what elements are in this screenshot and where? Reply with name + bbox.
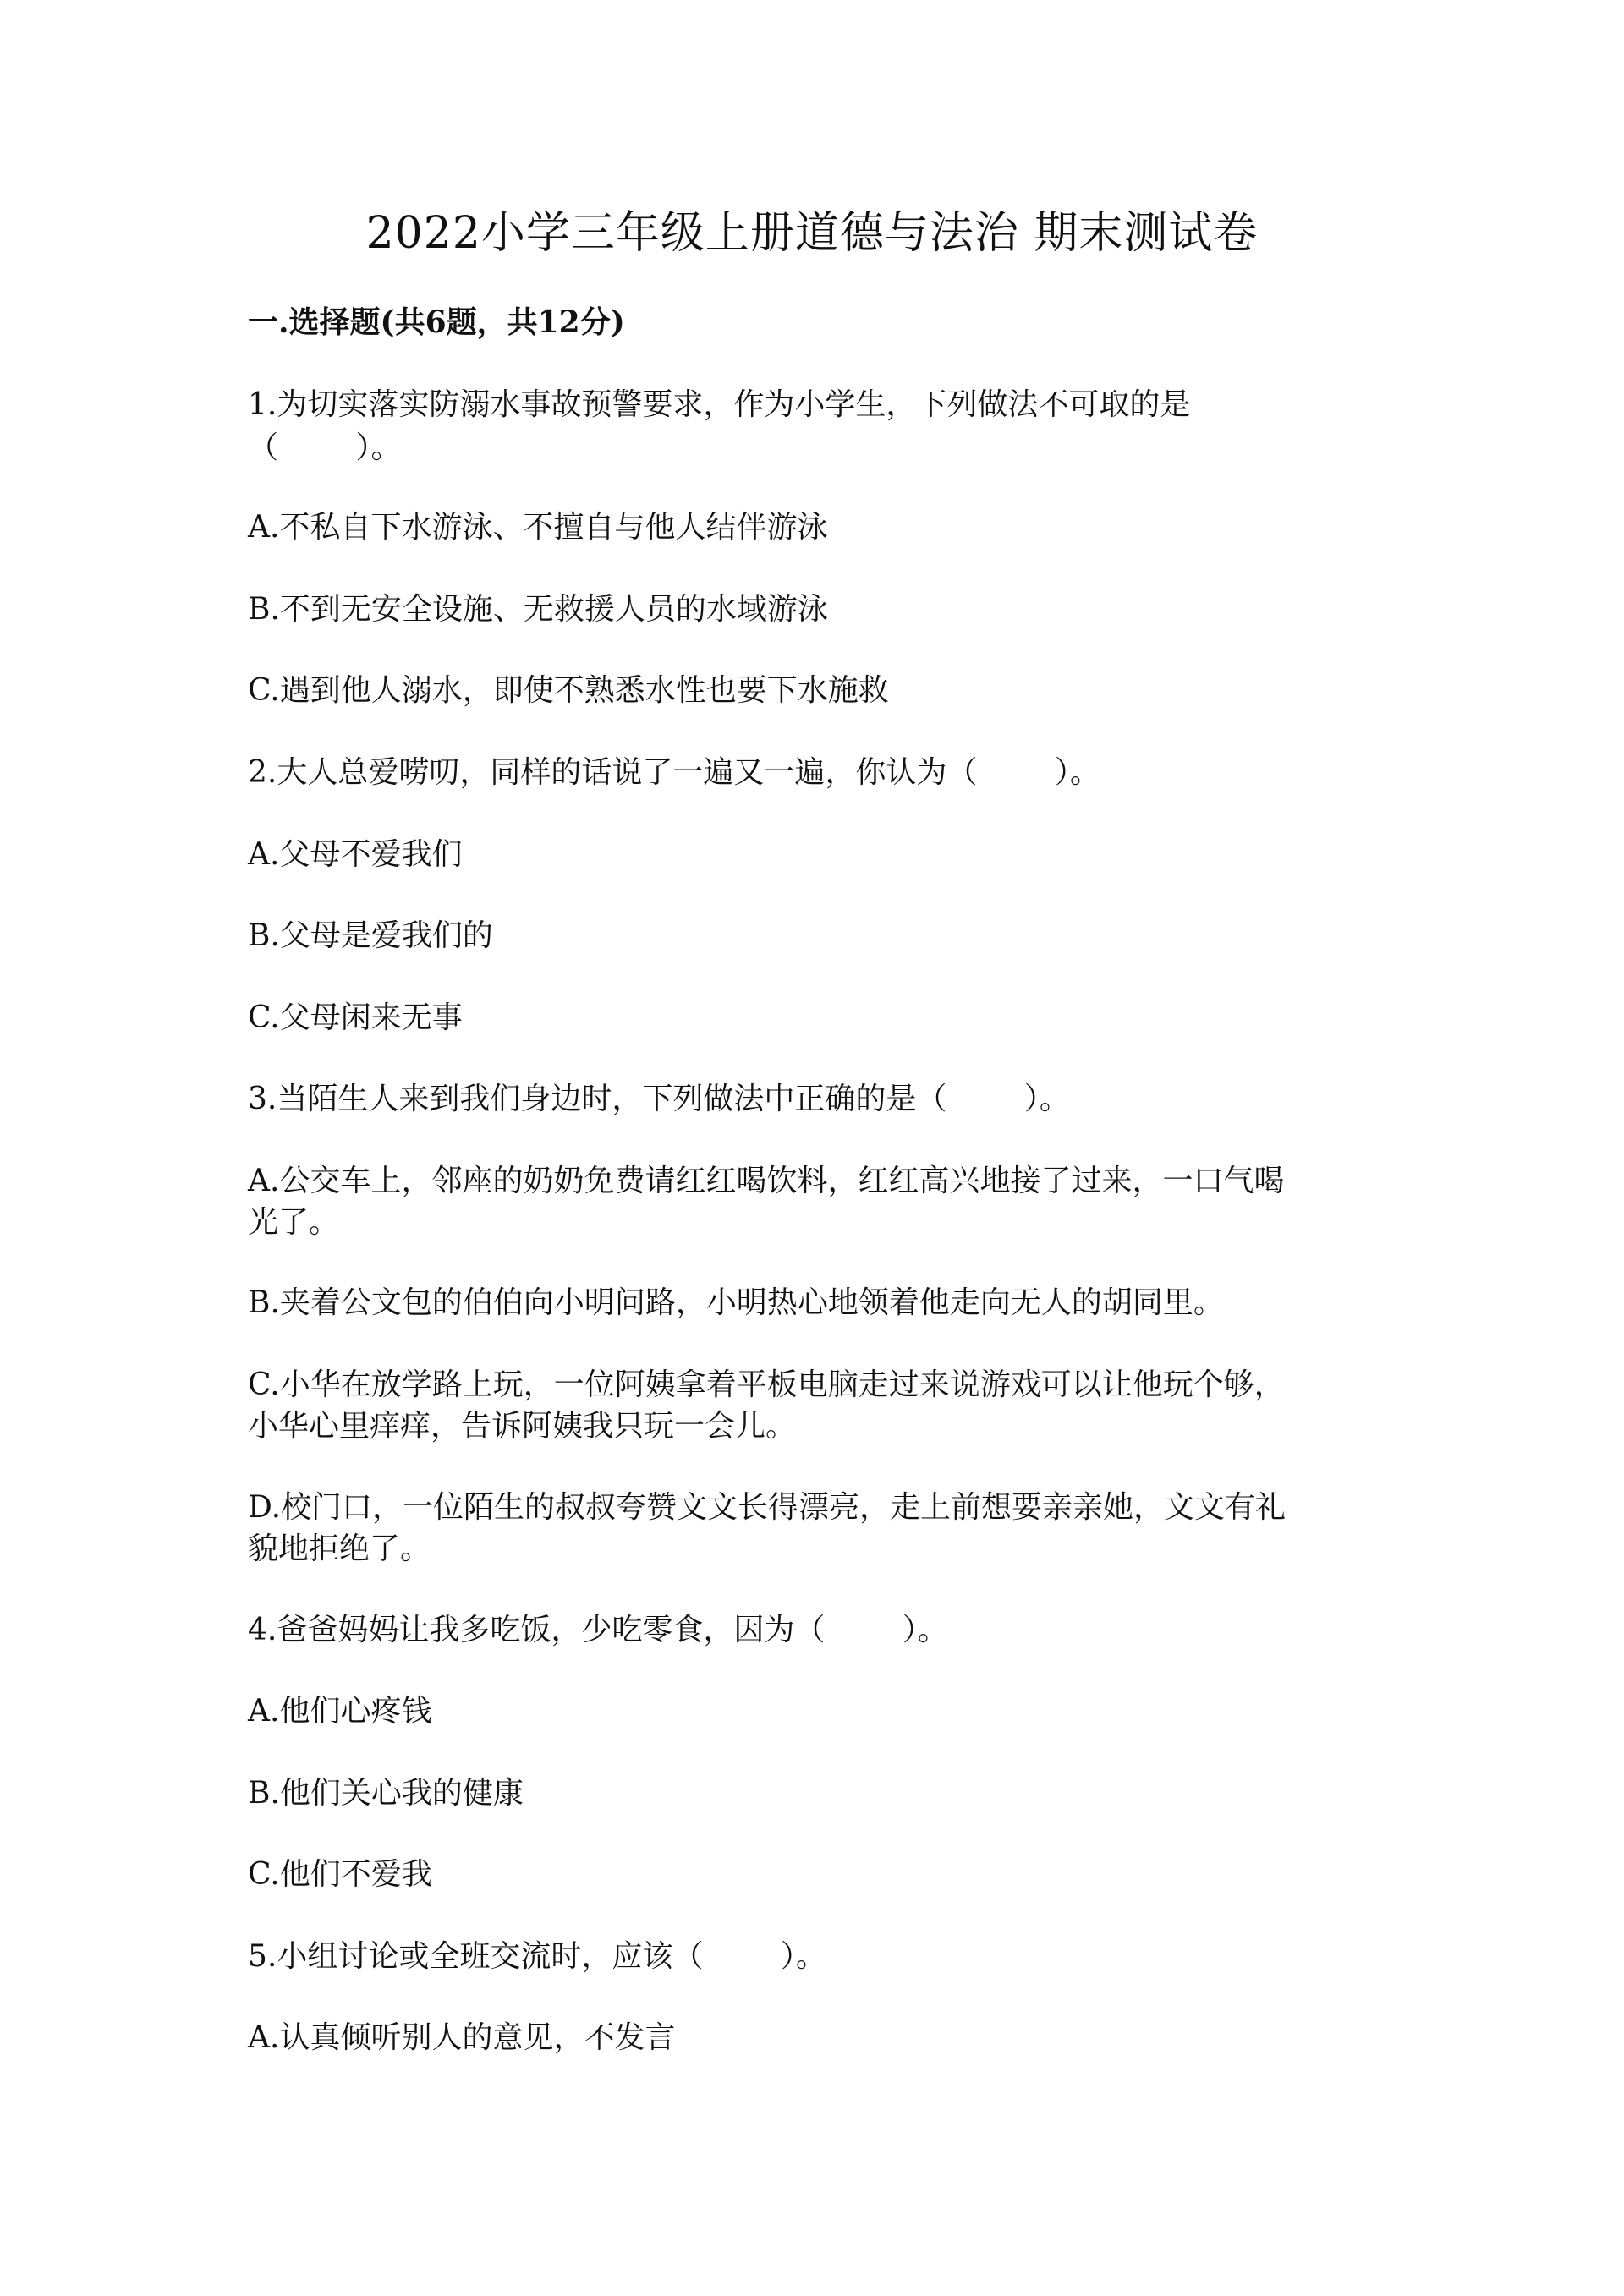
- question-1-option-c: C.遇到他人溺水，即使不熟悉水性也要下水施救: [248, 673, 889, 708]
- page-title: 2022小学三年级上册道德与法治 期末测试卷: [365, 208, 1259, 259]
- question-1-option-a: A.不私自下水游泳、不擅自与他人结伴游泳: [248, 510, 828, 545]
- question-2-option-a: A.父母不爱我们: [248, 837, 463, 872]
- question-5-option-a: A.认真倾听别人的意见，不发言: [248, 2020, 676, 2055]
- question-3-option-c-line-2: 小华心里痒痒，告诉阿姨我只玩一会儿。: [248, 1409, 797, 1444]
- question-2-option-c: C.父母闲来无事: [248, 1000, 463, 1035]
- question-2-option-b: B.父母是爱我们的: [248, 918, 493, 953]
- section-heading: 一.选择题(共6题，共12分): [248, 304, 625, 340]
- question-2-stem: 2.大人总爱唠叨，同样的话说了一遍又一遍，你认为（ ）。: [248, 755, 1100, 790]
- question-3-option-d-line-2: 貌地拒绝了。: [248, 1532, 431, 1566]
- question-1-option-b: B.不到无安全设施、无救援人员的水域游泳: [248, 592, 828, 627]
- question-3-option-a-line-2: 光了。: [248, 1205, 340, 1240]
- question-1-stem-line-1: 1.为切实落实防溺水事故预警要求，作为小学生，下列做法不可取的是: [248, 387, 1191, 422]
- question-4-option-c: C.他们不爱我: [248, 1857, 432, 1892]
- question-3-option-c-line-1: C.小华在放学路上玩，一位阿姨拿着平板电脑走过来说游戏可以让他玩个够，: [248, 1367, 1285, 1402]
- question-4-option-b: B.他们关心我的健康: [248, 1776, 524, 1811]
- question-1-stem-line-2: （ ）。: [248, 430, 402, 465]
- question-4-stem: 4.爸爸妈妈让我多吃饭，少吃零食，因为（ ）。: [248, 1613, 948, 1647]
- question-3-option-a-line-1: A.公交车上，邻座的奶奶免费请红红喝饮料，红红高兴地接了过来，一口气喝: [248, 1164, 1285, 1198]
- question-3-option-d-line-1: D.校门口，一位陌生的叔叔夸赞文文长得漂亮，走上前想要亲亲她，文文有礼: [248, 1490, 1287, 1525]
- question-3-stem: 3.当陌生人来到我们身边时，下列做法中正确的是（ ）。: [248, 1082, 1070, 1116]
- question-5-stem: 5.小组讨论或全班交流时，应该（ ）。: [248, 1939, 826, 1974]
- question-3-option-b: B.夹着公文包的伯伯向小明问路，小明热心地领着他走向无人的胡同里。: [248, 1285, 1224, 1320]
- question-4-option-a: A.他们心疼钱: [248, 1694, 432, 1729]
